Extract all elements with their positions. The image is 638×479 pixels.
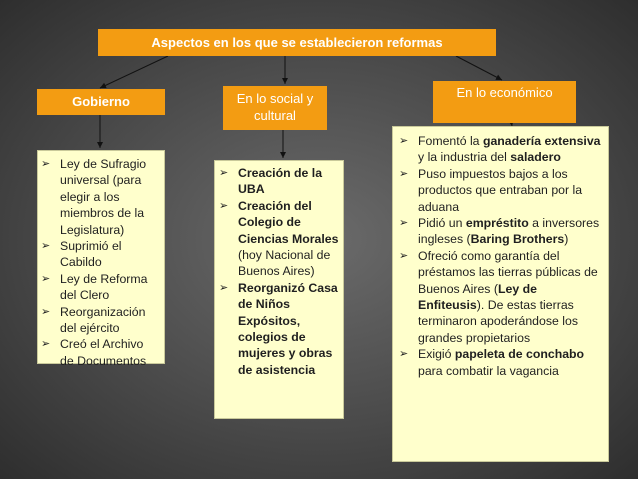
list-item — [219, 198, 339, 280]
item-text: Ley de Sufragio universal (para elegir a los miembros de la Legislatura) — [60, 157, 147, 237]
list-item — [399, 215, 604, 248]
check-arrow-icon: ➢ — [399, 348, 409, 361]
list-item — [219, 165, 339, 198]
item-text: Reorganización del ejército — [60, 304, 146, 336]
check-arrow-icon: ➢ — [219, 167, 229, 179]
item-text: ) — [564, 232, 569, 247]
header-economico: En lo económico — [433, 81, 576, 123]
item-text: y la industria del — [418, 150, 511, 165]
bold-text: Creación del Colegio de Ciencias Morales — [238, 198, 339, 246]
diagram-title: Aspectos en los que se establecieron reformas — [98, 29, 496, 56]
bold-text: Baring Brothers — [470, 232, 565, 247]
check-arrow-icon: ➢ — [399, 135, 409, 147]
check-arrow-icon: ➢ — [219, 281, 229, 294]
list-item — [399, 133, 604, 166]
list-item — [41, 271, 160, 304]
check-arrow-icon: ➢ — [399, 249, 409, 262]
check-arrow-icon: ➢ — [41, 240, 51, 253]
bold-text: saladero — [510, 150, 561, 165]
panel-social-cultural — [214, 160, 344, 419]
check-arrow-icon: ➢ — [399, 217, 409, 230]
check-arrow-icon: ➢ — [41, 305, 51, 318]
check-arrow-icon: ➢ — [41, 338, 51, 351]
item-text: (hoy Nacional de Buenos Aires) — [238, 248, 331, 279]
bold-text: empréstito — [465, 216, 529, 231]
list-item — [41, 156, 160, 238]
list-item — [399, 166, 604, 215]
list-item — [41, 238, 160, 271]
item-text: Pidió un — [418, 216, 466, 231]
connector-title-eco — [456, 56, 502, 80]
list-item — [41, 336, 160, 369]
item-text: para combatir la vagancia — [418, 363, 559, 378]
check-arrow-icon: ➢ — [41, 272, 51, 285]
list-item — [399, 248, 604, 346]
bold-text: papeleta de conchabo — [454, 347, 585, 362]
item-text: Puso impuestos bajos a los productos que entraban por la aduana — [418, 166, 583, 214]
item-text: Exigió — [418, 347, 455, 362]
check-arrow-icon: ➢ — [399, 167, 409, 180]
bold-text: Creación de la UBA — [238, 166, 323, 197]
list-item — [41, 304, 160, 337]
item-text: Fomentó la — [418, 134, 483, 148]
connector-title-gov — [100, 56, 168, 88]
item-text: Ley de Reforma del Clero — [60, 271, 148, 303]
item-text: a inversores ingleses ( — [418, 216, 600, 247]
item-text: Creó el Archivo de Documentos — [60, 337, 147, 368]
item-text: Ofreció como garantía del préstamos las tierras públicas de Buenos Aires ( — [418, 248, 598, 296]
bold-text: ganadería extensiva — [482, 134, 601, 148]
header-social-cultural: En lo social y cultural — [223, 86, 327, 130]
list-item — [399, 346, 604, 379]
header-gobierno: Gobierno — [37, 89, 165, 115]
panel-economico — [392, 126, 609, 462]
bold-text: Ley de Enfiteusis — [418, 281, 537, 313]
check-arrow-icon: ➢ — [219, 199, 229, 212]
list-item — [219, 280, 339, 378]
item-text: Suprimió el Cabildo — [60, 239, 122, 270]
bold-text: Reorganizó Casa de Niños Expósitos, colegios de mujeres y obras de asistencia — [238, 280, 338, 377]
panel-gobierno — [37, 150, 165, 368]
check-arrow-icon: ➢ — [41, 158, 51, 170]
item-text: ). De estas tierras terminaron apoderándose los grandes propietarios — [418, 298, 578, 345]
